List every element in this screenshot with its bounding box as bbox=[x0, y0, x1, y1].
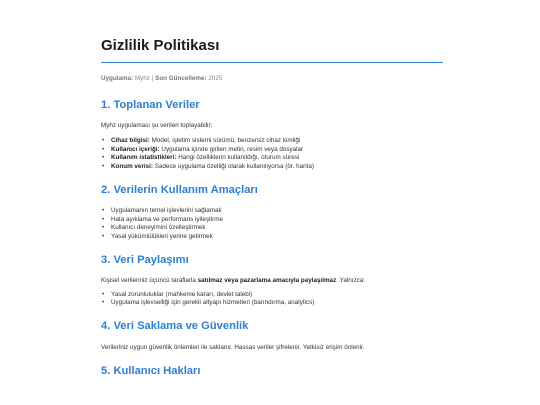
sharing-list bbox=[101, 291, 443, 308]
meta-separator: | bbox=[151, 75, 154, 82]
section-storage-security bbox=[101, 319, 443, 352]
section-user-rights bbox=[101, 364, 443, 378]
intro-bold: satılmaz veya pazarlama amacıyla paylaşılmaz bbox=[197, 276, 337, 284]
list-item bbox=[108, 154, 443, 163]
item-text: Uygulama içinde girilen metin, resim veya dosyalar bbox=[161, 145, 304, 153]
section-heading: 2. Verilerin Kullanım Amaçları bbox=[101, 183, 258, 196]
collected-data-list bbox=[101, 137, 443, 172]
privacy-policy-document bbox=[101, 0, 443, 378]
section-data-usage bbox=[101, 183, 443, 242]
intro-post: . Yalnızca: bbox=[336, 276, 366, 284]
section-collected-data bbox=[101, 98, 443, 172]
updated-label: Son Güncelleme: bbox=[155, 75, 207, 82]
list-item: • Yasal yükümlülükleri yerine getirmek bbox=[108, 233, 443, 242]
list-item: • Uygulama işlevselliği için gerekli altyapı hizmetleri (barındırma, analytics) bbox=[108, 299, 443, 308]
list-item bbox=[108, 163, 443, 172]
list-item bbox=[108, 137, 443, 146]
section-heading: 4. Veri Saklama ve Güvenlik bbox=[101, 320, 249, 333]
item-term: Cihaz bilgisi: bbox=[111, 137, 150, 144]
list-item: • Yasal zorunluluklar (mahkeme kararı, devlet talebi) bbox=[108, 291, 443, 300]
list-item: • Hata ayıklama ve performans iyileştirme bbox=[108, 216, 443, 225]
updated-value: 2025 bbox=[208, 75, 223, 82]
list-item bbox=[108, 146, 443, 155]
item-term: Kullanıcı içeriği: bbox=[111, 145, 160, 153]
app-value: Myhz bbox=[134, 75, 150, 82]
section-intro: Myhz uygulaması şu verileri toplayabilir: bbox=[101, 122, 213, 129]
section-heading: 1. Toplanan Veriler bbox=[101, 99, 200, 111]
section-data-sharing bbox=[101, 253, 443, 308]
item-term: Kullanım istatistikleri: bbox=[111, 154, 177, 162]
app-label: Uygulama: bbox=[101, 75, 134, 82]
section-intro bbox=[101, 277, 443, 285]
usage-list bbox=[101, 207, 443, 242]
item-text: Sadece uygulama özelliği olarak kullanılıyorsa (ör. harita) bbox=[154, 163, 315, 171]
list-item: • Kullanıcı deneyimini özelleştirmek bbox=[108, 224, 443, 233]
section-heading: 3. Veri Paylaşımı bbox=[101, 253, 189, 266]
title-divider bbox=[101, 62, 443, 63]
page-title: Gizlilik Politikası bbox=[101, 37, 220, 54]
list-item: • Uygulamanın temel işlevlerini sağlamak bbox=[108, 207, 443, 216]
intro-pre: Kişisel verileriniz üçüncü taraflarla bbox=[101, 276, 198, 284]
item-term: Konum verisi: bbox=[111, 163, 153, 171]
section-heading: 5. Kullanıcı Hakları bbox=[101, 365, 201, 378]
document-meta bbox=[101, 75, 443, 83]
item-text: Hangi özelliklerin kullanıldığı, oturum süresi bbox=[178, 154, 300, 162]
section-text: Verileriniz uygun güvenlik önlemleri ile saklanır. Hassas veriler şifrelenir. Yetkisiz erişim önlenir. bbox=[101, 344, 365, 352]
item-text: Model, işletim sistemi sürümü, benzersiz cihaz kimliği bbox=[151, 137, 301, 144]
